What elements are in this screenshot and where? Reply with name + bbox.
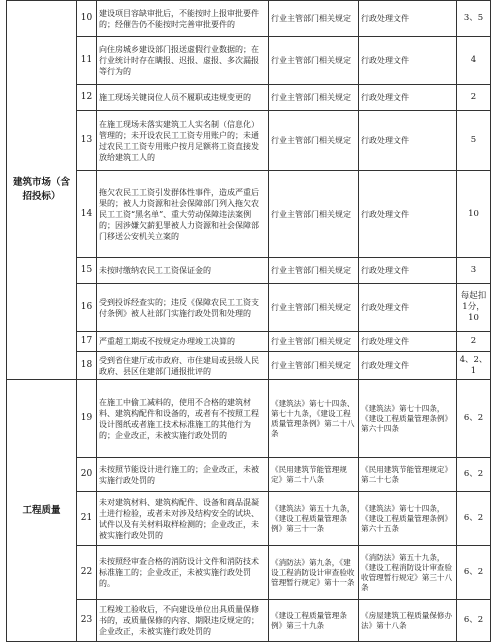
evidence-measure: 行政处理文件 (359, 258, 457, 284)
deduction-points: 3 (457, 258, 491, 284)
table-row (7, 380, 491, 458)
behavior-description: 未按时缴纳农民工工资保证金的 (97, 258, 269, 284)
deduction-points: 4 (457, 37, 491, 85)
behavior-description: 拖欠农民工工资引发群体性事件，造成严重后果的；被人力资源和社会保障部门列入拖欠农民工工资“黑名单”、重大劳动保障违法案例的；因涉嫌欠薪犯罪被人力资源和社会保障部门移送公安机关立案的 (97, 171, 269, 258)
category-cell-quality: 工程质量 (7, 380, 77, 642)
row-number: 20 (77, 458, 97, 492)
document-page (6, 0, 490, 636)
legal-basis: 行业主管部门相关规定 (269, 85, 359, 111)
deduction-points: 2 (457, 332, 491, 352)
category-cell-market: 建筑市场（含招投标） (7, 1, 77, 380)
row-number: 11 (77, 37, 97, 85)
evidence-measure: 《消防法》第五十九条，《建设工程消防设计审查验收管理暂行规定》第三十八条 (359, 546, 457, 600)
table-row (7, 258, 491, 284)
evidence-measure: 行政处理文件 (359, 85, 457, 111)
behavior-description: 未对建筑材料、建筑构配件、设备和商品混凝土进行检验，或者未对涉及结构安全的试块、试件以及有关材料取样检测的；企业改正，未被实施行政处罚的 (97, 492, 269, 546)
table-row (7, 85, 491, 111)
legal-basis: 行业主管部门相关规定 (269, 332, 359, 352)
table-row (7, 37, 491, 85)
row-number: 10 (77, 1, 97, 37)
deduction-points: 4、2、1 (457, 352, 491, 380)
legal-basis: 《建筑法》第七十四条、第七十九条，《建设工程质量管理条例》第二十八条 (269, 380, 359, 458)
evidence-measure: 行政处理文件 (359, 352, 457, 380)
row-number: 12 (77, 85, 97, 111)
legal-basis: 行业主管部门相关规定 (269, 352, 359, 380)
evidence-measure: 行政处理文件 (359, 332, 457, 352)
table-row (7, 332, 491, 352)
behavior-description: 在施工中偷工减料的，使用不合格的建筑材料、建筑构配件和设备的，或者有不按照工程设计图纸或者施工技术标准施工的其他行为的；企业改正，未被实施行政处罚的 (97, 380, 269, 458)
behavior-description: 未按照节能设计进行施工的；企业改正，未被实施行政处罚的 (97, 458, 269, 492)
legal-basis: 行业主管部门相关规定 (269, 37, 359, 85)
behavior-description: 在施工现场未落实建筑工人实名制（信息化）管理的；未开设农民工工资专用账户的；未通过农民工工资专用账户按月足额将工资直接发放给建筑工人的 (97, 111, 269, 171)
legal-basis: 行业主管部门相关规定 (269, 1, 359, 37)
legal-basis: 《民用建筑节能管理规定》第二十八条 (269, 458, 359, 492)
behavior-description: 受到投诉经查实的；违反《保障农民工工资支付条例》被人社部门实施行政处罚和处理的 (97, 284, 269, 332)
evidence-measure: 行政处理文件 (359, 111, 457, 171)
row-number: 14 (77, 171, 97, 258)
row-number: 22 (77, 546, 97, 600)
table-row (7, 1, 491, 37)
row-number: 18 (77, 352, 97, 380)
evidence-measure: 行政处理文件 (359, 1, 457, 37)
deduction-points: 3、5 (457, 1, 491, 37)
deduction-points: 5 (457, 111, 491, 171)
evidence-measure: 《房屋建筑工程质量保修办法》第十八条 (359, 600, 457, 642)
behavior-description: 严重超工期或不按规定办理竣工决算的 (97, 332, 269, 352)
legal-basis: 行业主管部门相关规定 (269, 171, 359, 258)
table-row (7, 600, 491, 642)
evidence-measure: 行政处理文件 (359, 284, 457, 332)
legal-basis: 行业主管部门相关规定 (269, 258, 359, 284)
table-row (7, 111, 491, 171)
deduction-points: 6、2 (457, 600, 491, 642)
behavior-description: 受到省住建厅或市政府、市住建局或县级人民政府、县区住建部门通报批评的 (97, 352, 269, 380)
behavior-description: 施工现场关键岗位人员不履职或违规变更的 (97, 85, 269, 111)
row-number: 15 (77, 258, 97, 284)
legal-basis: 行业主管部门相关规定 (269, 284, 359, 332)
behavior-description: 工程竣工验收后，不向建设单位出具质量保修书的，或质量保修的内容、期限违反规定的；企业改正，未被实施行政处罚的 (97, 600, 269, 642)
evidence-measure: 《建筑法》第七十四条，《建设工程质量管理条例》第六十五条 (359, 492, 457, 546)
row-number: 19 (77, 380, 97, 458)
deduction-points: 每起扣1分，10 (457, 284, 491, 332)
table-row (7, 284, 491, 332)
legal-basis: 《建筑法》第五十九条，《建设工程质量管理条例》第三十一条 (269, 492, 359, 546)
row-number: 13 (77, 111, 97, 171)
table-row (7, 546, 491, 600)
row-number: 16 (77, 284, 97, 332)
table-row (7, 492, 491, 546)
deduction-points: 6、2 (457, 546, 491, 600)
table-row (7, 352, 491, 380)
evidence-measure: 行政处理文件 (359, 37, 457, 85)
deduction-points: 6、2 (457, 492, 491, 546)
evidence-measure: 《建筑法》第七十四条，《建设工程质量管理条例》第六十四条 (359, 380, 457, 458)
legal-basis: 《消防法》第九条，《建设工程消防设计审查验收管理暂行规定》第十一条 (269, 546, 359, 600)
evidence-measure: 《民用建筑节能管理规定》第二十七条 (359, 458, 457, 492)
evidence-measure: 行政处理文件 (359, 171, 457, 258)
legal-basis: 《建设工程质量管理条例》第三十九条 (269, 600, 359, 642)
row-number: 23 (77, 600, 97, 642)
deduction-points: 10 (457, 171, 491, 258)
behavior-description: 建设项目容缺审批后，不能按时上报审批要件的；经催告仍不能按时完善审批要件的 (97, 1, 269, 37)
credit-evaluation-table (6, 0, 491, 642)
legal-basis: 行业主管部门相关规定 (269, 111, 359, 171)
table-row (7, 458, 491, 492)
row-number: 21 (77, 492, 97, 546)
deduction-points: 6、2 (457, 380, 491, 458)
behavior-description: 未按照经审查合格的消防设计文件和消防技术标准施工的；企业改正，未被实施行政处罚的。 (97, 546, 269, 600)
row-number: 17 (77, 332, 97, 352)
table-row (7, 171, 491, 258)
behavior-description: 向住房城乡建设部门报送虚假行业数据的；在行业统计时存在瞒报、迟报、虚报、多次漏报等行为的 (97, 37, 269, 85)
deduction-points: 6、2 (457, 458, 491, 492)
deduction-points: 2 (457, 85, 491, 111)
